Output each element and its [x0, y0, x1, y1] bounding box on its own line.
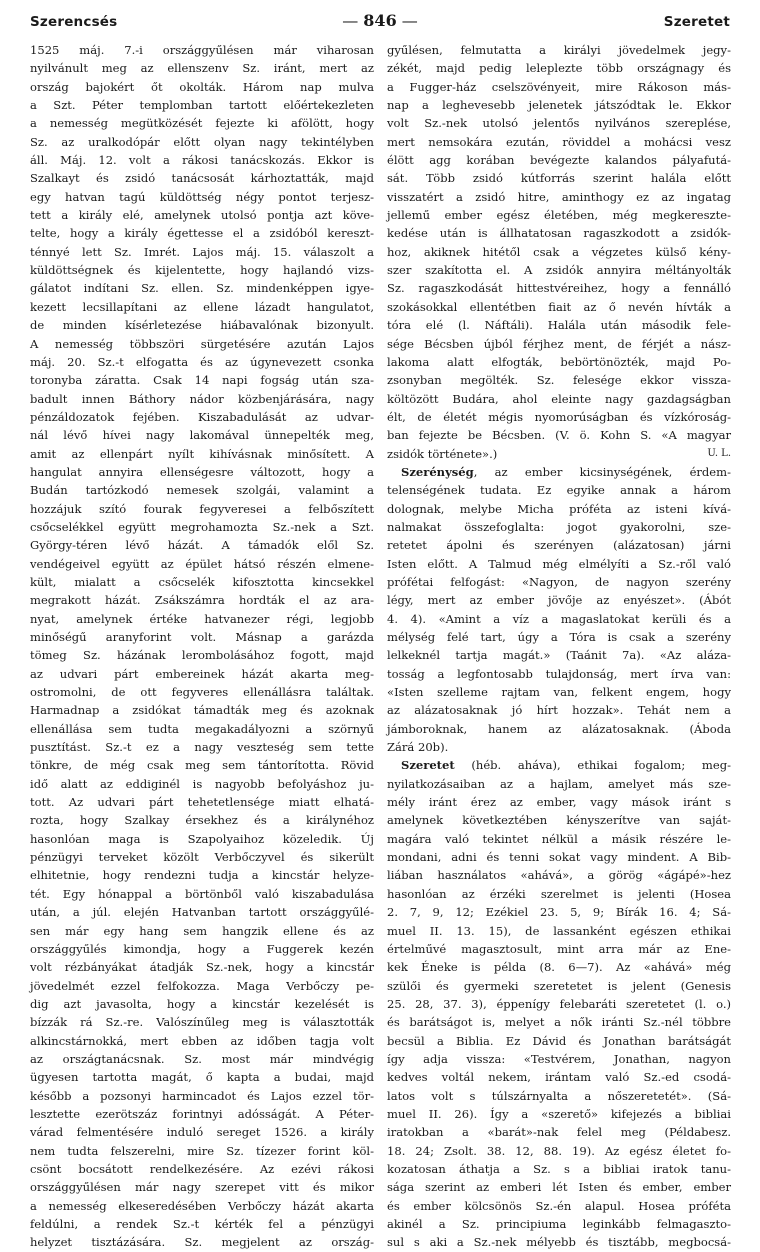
- text-line: élött agg korában bevégezte kalandos pályafutá-: [387, 153, 731, 168]
- text-line: egy hatvan tagú küldöttség négy pontot terjesz-: [30, 189, 374, 204]
- text-line: tett a király elé, amelynek utolsó pontja azt köve-: [30, 208, 374, 223]
- text-line: máj. 20. Sz.-t elfogatta és az úgynevezett csonka: [30, 354, 374, 369]
- text-line: nyilatkozásaiban az a hajlam, amelyet más sze-: [387, 776, 731, 791]
- text-line: toronyba záratta. Csak 14 napi fogság után sza-: [30, 373, 374, 388]
- text-line: nyilvánult meg az ellenszenv Sz. iránt, mert az: [30, 61, 374, 76]
- text-line: pénzügyi terveket közölt Verbőczyvel és sikerült: [30, 850, 374, 865]
- entry-headword: Szeretet: [401, 758, 455, 773]
- text-line: vendégeivel együtt az épület hátsó részén elmene-: [30, 556, 374, 571]
- text-line: alkincstárnokká, mert ebben az időben tagja volt: [30, 1033, 374, 1048]
- text-line: sul s aki a Sz.-nek mélyebb és tisztább, megbocsá-: [387, 1235, 731, 1250]
- text-line: 2. 7, 9, 12; Ezékiel 23. 5, 9; Bírák 16. 4; Sá-: [387, 905, 731, 920]
- text-line: zékét, majd pedig leleplezte több országnagy és: [387, 61, 731, 76]
- text-line: kedves voltál nekem, irántam való Sz.-ed csodá-: [387, 1070, 731, 1085]
- text-line: hasonlóan az érzéki szerelmet is jelenti (Hosea: [387, 886, 731, 901]
- text-line: ban fejezte be Bécsben. (V. ö. Kohn S. «A magyar: [387, 428, 731, 443]
- text-line: gyűlésen, felmutatta a királyi jövedelmek jegy-: [387, 43, 731, 57]
- text-line: Harmadnap a zsidókat támadták meg és azoknak: [30, 703, 374, 718]
- text-line: elhitetnie, hogy rendezni tudja a kincstár helyze-: [30, 868, 374, 883]
- text-line: áll. Máj. 12. volt a rákosi tanácskozás. Ekkor is: [30, 153, 374, 168]
- text-line: a Fugger-ház cselszövényeit, mire Rákoson más-: [387, 79, 731, 94]
- text-line: és barátságot is, melyet a nők iránti Sz.-nél többre: [387, 1015, 731, 1030]
- text-line: Sz. az uralkodópár előtt olyan nagy tekintélyben: [30, 134, 374, 149]
- text-line: Szeretet (héb. aháva), ethikai fogalom; meg-: [401, 758, 731, 773]
- text-line: idő alatt az eddiginél is nagyobb befolyáshoz ju-: [30, 776, 374, 791]
- text-line: kült, mialatt a csőcselék kifosztotta kincsekkel: [30, 574, 374, 589]
- text-line: és ember kölcsönös Sz.-én alapul. Hosea próféta: [387, 1198, 731, 1213]
- text-line: szer szakította el. A zsidók annyira méltányolták: [387, 263, 731, 278]
- right-column: [387, 41, 731, 1250]
- text-line: hozzájuk szító fourak fegyveresei a felbőszített: [30, 501, 374, 516]
- text-line: György-téren lévő házát. A támadók elől Sz.: [30, 538, 374, 553]
- text-line: a nemesség elkeseredésében Verbőczy házát akarta: [30, 1198, 374, 1213]
- text-line: jámboroknak, hanem az alázatosaknak. (Áboda: [387, 721, 731, 736]
- text-line: rozta, hogy Szalkay érsekhez és a királynéhoz: [30, 813, 374, 828]
- text-line: Szerénység, az ember kicsinységének, érdem-: [401, 464, 731, 479]
- text-line: küldöttségnek és kijelentette, hogy hajlandó vizs-: [30, 263, 374, 278]
- text-line: nyat, amelynek értéke hatvanezer régi, legjobb: [30, 611, 374, 626]
- text-line: de minden kísérletezése hiábavalónak bizonyult.: [30, 318, 374, 333]
- text-line: ténnyé lett Sz. Imrét. Lajos máj. 15. válaszolt a: [30, 244, 374, 259]
- entry-headword: Szerénység: [401, 464, 474, 479]
- text-line: hoz, akiknek hitétől csak a végzetes külső kény-: [387, 244, 731, 259]
- header-left-word: Szerencsés: [30, 14, 118, 30]
- text-line: megrakott házát. Zsákszámra hordták el az ara-: [30, 593, 374, 608]
- text-line: tóra elé (l. Náftáli). Halála után második fele-: [387, 318, 731, 333]
- running-header: [30, 10, 730, 34]
- text-line: hasonlóan maga is Szapolyaihoz közeledik. Új: [30, 831, 374, 846]
- text-line: szokásokkal ellentétben fiait az ő nevén hívták a: [387, 299, 731, 314]
- text-line: becsül a Biblia. Ez Dávid és Jonathan barátságát: [387, 1033, 731, 1048]
- text-line: telte, hogy a király égettesse el a zsidóból kereszt-: [30, 226, 374, 241]
- text-line: csönt bocsátott rendelkezésére. Az ezévi rákosi: [30, 1161, 374, 1176]
- text-line: liában használatos «ahává», a görög «ágápé»-hez: [387, 868, 731, 883]
- text-line: tét. Egy hónappal a börtönből való kiszabadulása: [30, 886, 374, 901]
- author-signature: U. L.: [707, 447, 731, 459]
- text-line: mondani, adni és tenni sokat vagy mindent. A Bib-: [387, 850, 731, 865]
- text-line: Budán tartózkodó nemesek szolgái, valamint a: [30, 483, 374, 498]
- text-line: az országtanácsnak. Sz. most már mindvégig: [30, 1051, 374, 1066]
- text-line: országgyűlésen már nagy szerepet vitt és mikor: [30, 1180, 374, 1195]
- text-line: volt Sz.-nek utolsó jelentős nyilvános szereplése,: [387, 116, 731, 131]
- text-line: amelynek következtében kényszerítve van saját-: [387, 813, 731, 828]
- text-line: sága szerint az emberi lét Isten és ember, ember: [387, 1180, 731, 1195]
- text-line: sen már egy hang sem hangzik ellene és az: [30, 923, 374, 938]
- text-line: retetet ápolni és szerényen (alázatosan) járni: [387, 538, 731, 553]
- text-line: lesztette ezerötszáz forintnyi adósságát. A Péter-: [30, 1106, 374, 1121]
- text-line: «Isten szelleme rajtam van, felkent engem, hogy: [387, 685, 731, 700]
- text-line: lakoma alatt elfogták, bebörtönözték, majd Po-: [387, 354, 731, 369]
- text-line: ellenállása sem tudta megakadályozni a szörnyű: [30, 721, 374, 736]
- text-line: kek Éneke is példa (8. 6—7). Az «ahává» még: [387, 960, 731, 975]
- text-line: A nemesség többszöri sürgetésére azután Lajos: [30, 336, 374, 351]
- text-line: nap a leghevesebb jelenetek játszódtak le. Ekkor: [387, 98, 731, 113]
- page-number-value: 846: [363, 11, 397, 30]
- text-line: jövedelmét ezzel felfokozza. Maga Verbőczy pe-: [30, 978, 374, 993]
- text-line: ügyesen tartotta magát, ő kapta a budai, majd: [30, 1070, 374, 1085]
- text-line: értelművé magasztosult, mint arra már az Ene-: [387, 941, 731, 956]
- text-line: nem tudta felszerelni, mire Sz. tízezer forint köl-: [30, 1143, 374, 1158]
- text-line: prófétai felfogást: «Nagyon, de nagyon szerény: [387, 574, 731, 589]
- text-line: amit az ellenpárt nyílt kihívásnak minősített. A: [30, 446, 374, 461]
- text-line: tömeg Sz. házának lerombolásához fogott, majd: [30, 648, 374, 663]
- text-line: muel II. 26). Így a «szerető» kifejezés a bibliai: [387, 1106, 731, 1121]
- text-line: kozatosan áthatja a Sz. s a bibliai iratok tanu-: [387, 1161, 731, 1176]
- text-line: az udvari párt embereinek házát akarta meg-: [30, 666, 374, 681]
- text-line: tosság a legfontosabb tulajdonság, mert írva van:: [387, 666, 731, 681]
- text-line: Isten előtt. A Talmud még elmélyíti a Sz.-ről való: [387, 556, 731, 571]
- text-line: élt, de életét mégis nyomorúságban és vízkóroság-: [387, 409, 731, 424]
- text-line: tott. Az udvari párt tehetetlensége miatt elhatá-: [30, 795, 374, 810]
- text-line: nál lévő hívei nagy lakomával ünnepelték meg,: [30, 428, 374, 443]
- text-line: a Szt. Péter templomban tartott előértekezleten: [30, 98, 374, 113]
- text-line: mély iránt érez az ember, vagy mások iránt s: [387, 795, 731, 810]
- text-line: így adja vissza: «Testvérem, Jonathan, nagyon: [387, 1051, 731, 1066]
- text-line: a nemesség megütközését fejezte ki afölött, hogy: [30, 116, 374, 131]
- text-line: iratokban a «barát»-nak felel meg (Példabesz.: [387, 1125, 731, 1140]
- text-line: csőcselékkel együtt megrohamozta Sz.-nek a Szt.: [30, 519, 374, 534]
- text-line: ország bajokért őt okolták. Három nap mulva: [30, 79, 374, 94]
- text-line: pénzáldozatok fejében. Kiszabadulását az udvar-: [30, 409, 374, 424]
- text-line: Sz. ragaszkodását hittestvéreihez, hogy a fennálló: [387, 281, 731, 296]
- text-line: akinél a Sz. principiuma leginkább felmagaszto-: [387, 1217, 731, 1231]
- text-line: országgyűlés kimondja, hogy a Fuggerek kezén: [30, 941, 374, 956]
- text-line: várad felmentésére induló sereget 1526. a király: [30, 1125, 374, 1140]
- text-line: tönkre, de még csak meg sem tántorította. Rövid: [30, 758, 374, 773]
- text-line: után, a júl. elején Hatvanban tartott országgyűlé-: [30, 905, 374, 920]
- text-line: visszatért a zsidó hitre, aminthogy ez az ingatag: [387, 189, 731, 204]
- text-line: U. L. zsidók története».): [387, 445, 731, 463]
- text-line: az alázatosaknak jó hírt hozzak». Tehát nem a: [387, 703, 731, 718]
- text-line: gálatot indítani Sz. ellen. Sz. mindenképpen igye-: [30, 281, 374, 296]
- text-line: 25. 28, 37. 3), éppenígy felebaráti szeretetet (l. o.): [387, 996, 731, 1011]
- text-line: lelkeknél tartja magát.» (Taánit 7a). «Az aláza-: [387, 648, 731, 663]
- text-line: nalmakat összefoglalta: jogot gyakorolni, sze-: [387, 519, 731, 534]
- text-line: dolognak, melybe Micha próféta az isteni kívá-: [387, 501, 731, 516]
- text-line: később a pozsonyi harmincadot és Lajos ezzel tör-: [30, 1088, 374, 1103]
- text-line: költözött Budára, ahol eleinte nagy gazdagságban: [387, 391, 731, 406]
- text-line: kezett lecsillapítani az ellene lázadt hangulatot,: [30, 299, 374, 314]
- text-line: jellemű ember egész életében, még megkereszte-: [387, 208, 731, 223]
- text-line: hangulat annyira ellenségesre változott, hogy a: [30, 464, 374, 479]
- text-line: latos volt s túlszárnyalta a nőszeretetét». (Sá-: [387, 1088, 731, 1103]
- left-column: [30, 41, 374, 1250]
- text-line: légy, mert az ember jövője az enyészet». (Ábót: [387, 593, 731, 608]
- text-line: minőségű aranyforint volt. Másnap a garázda: [30, 630, 374, 644]
- header-right-word: Szeretet: [663, 14, 730, 30]
- text-line: sát. Több zsidó kútforrás szerint halála előtt: [387, 171, 731, 186]
- text-line: telenségének tudata. Ez egyike annak a három: [387, 483, 731, 498]
- text-line: Zárá 20b).: [387, 740, 449, 755]
- text-line: magára való tekintet nélkül a másik részére le-: [387, 831, 731, 846]
- text-line: dig azt javasolta, hogy a kincstár kezelését is: [30, 996, 374, 1011]
- text-line: 1525 máj. 7.-i országgyűlésen már viharosan: [30, 43, 374, 57]
- text-line: sége Bécsben újból férjhez ment, de férjét a nász-: [387, 336, 731, 351]
- text-line: ostromolni, de ott fegyveres ellenállásra találtak.: [30, 685, 374, 700]
- text-line: mélység felé tart, úgy a Tóra is csak a szerény: [387, 630, 731, 644]
- text-line: feldúlni, a rendek Sz.-t kérték fel a pénzügyi: [30, 1217, 374, 1231]
- text-line: badult innen Báthory nádor közbenjárására, nagy: [30, 391, 374, 406]
- text-line: bízzák rá Sz.-re. Valószínűleg meg is választották: [30, 1015, 374, 1030]
- text-line: Szalkayt és zsidó tanácsosát kárhoztatták, majd: [30, 171, 374, 186]
- text-line: volt rézbányákat átadják Sz.-nek, hogy a kincstár: [30, 960, 374, 975]
- page-number: — 846 —: [342, 11, 418, 30]
- text-line: 18. 24; Zsolt. 38. 12, 88. 19). Az egész életet fo-: [387, 1143, 731, 1158]
- text-line: szülői és gyermeki szeretetet is jelent (Genesis: [387, 978, 731, 993]
- text-line: helyzet tisztázására. Sz. megjelent az ország-: [30, 1235, 374, 1250]
- text-line: muel II. 13. 15), de lassanként egészen ethikai: [387, 923, 731, 938]
- text-line: pusztítást. Sz.-t ez a nagy veszteség sem tette: [30, 740, 374, 755]
- text-line: zsonyban megölték. Sz. felesége ekkor vissza-: [387, 373, 731, 388]
- text-line: kedése után is állhatatosan ragaszkodott a zsidók-: [387, 226, 731, 241]
- text-line: mert nemsokára ezután, röviddel a mohácsi vesz: [387, 134, 731, 149]
- text-line: 4. 4). «Amint a víz a magaslatokat kerüli és a: [387, 611, 731, 626]
